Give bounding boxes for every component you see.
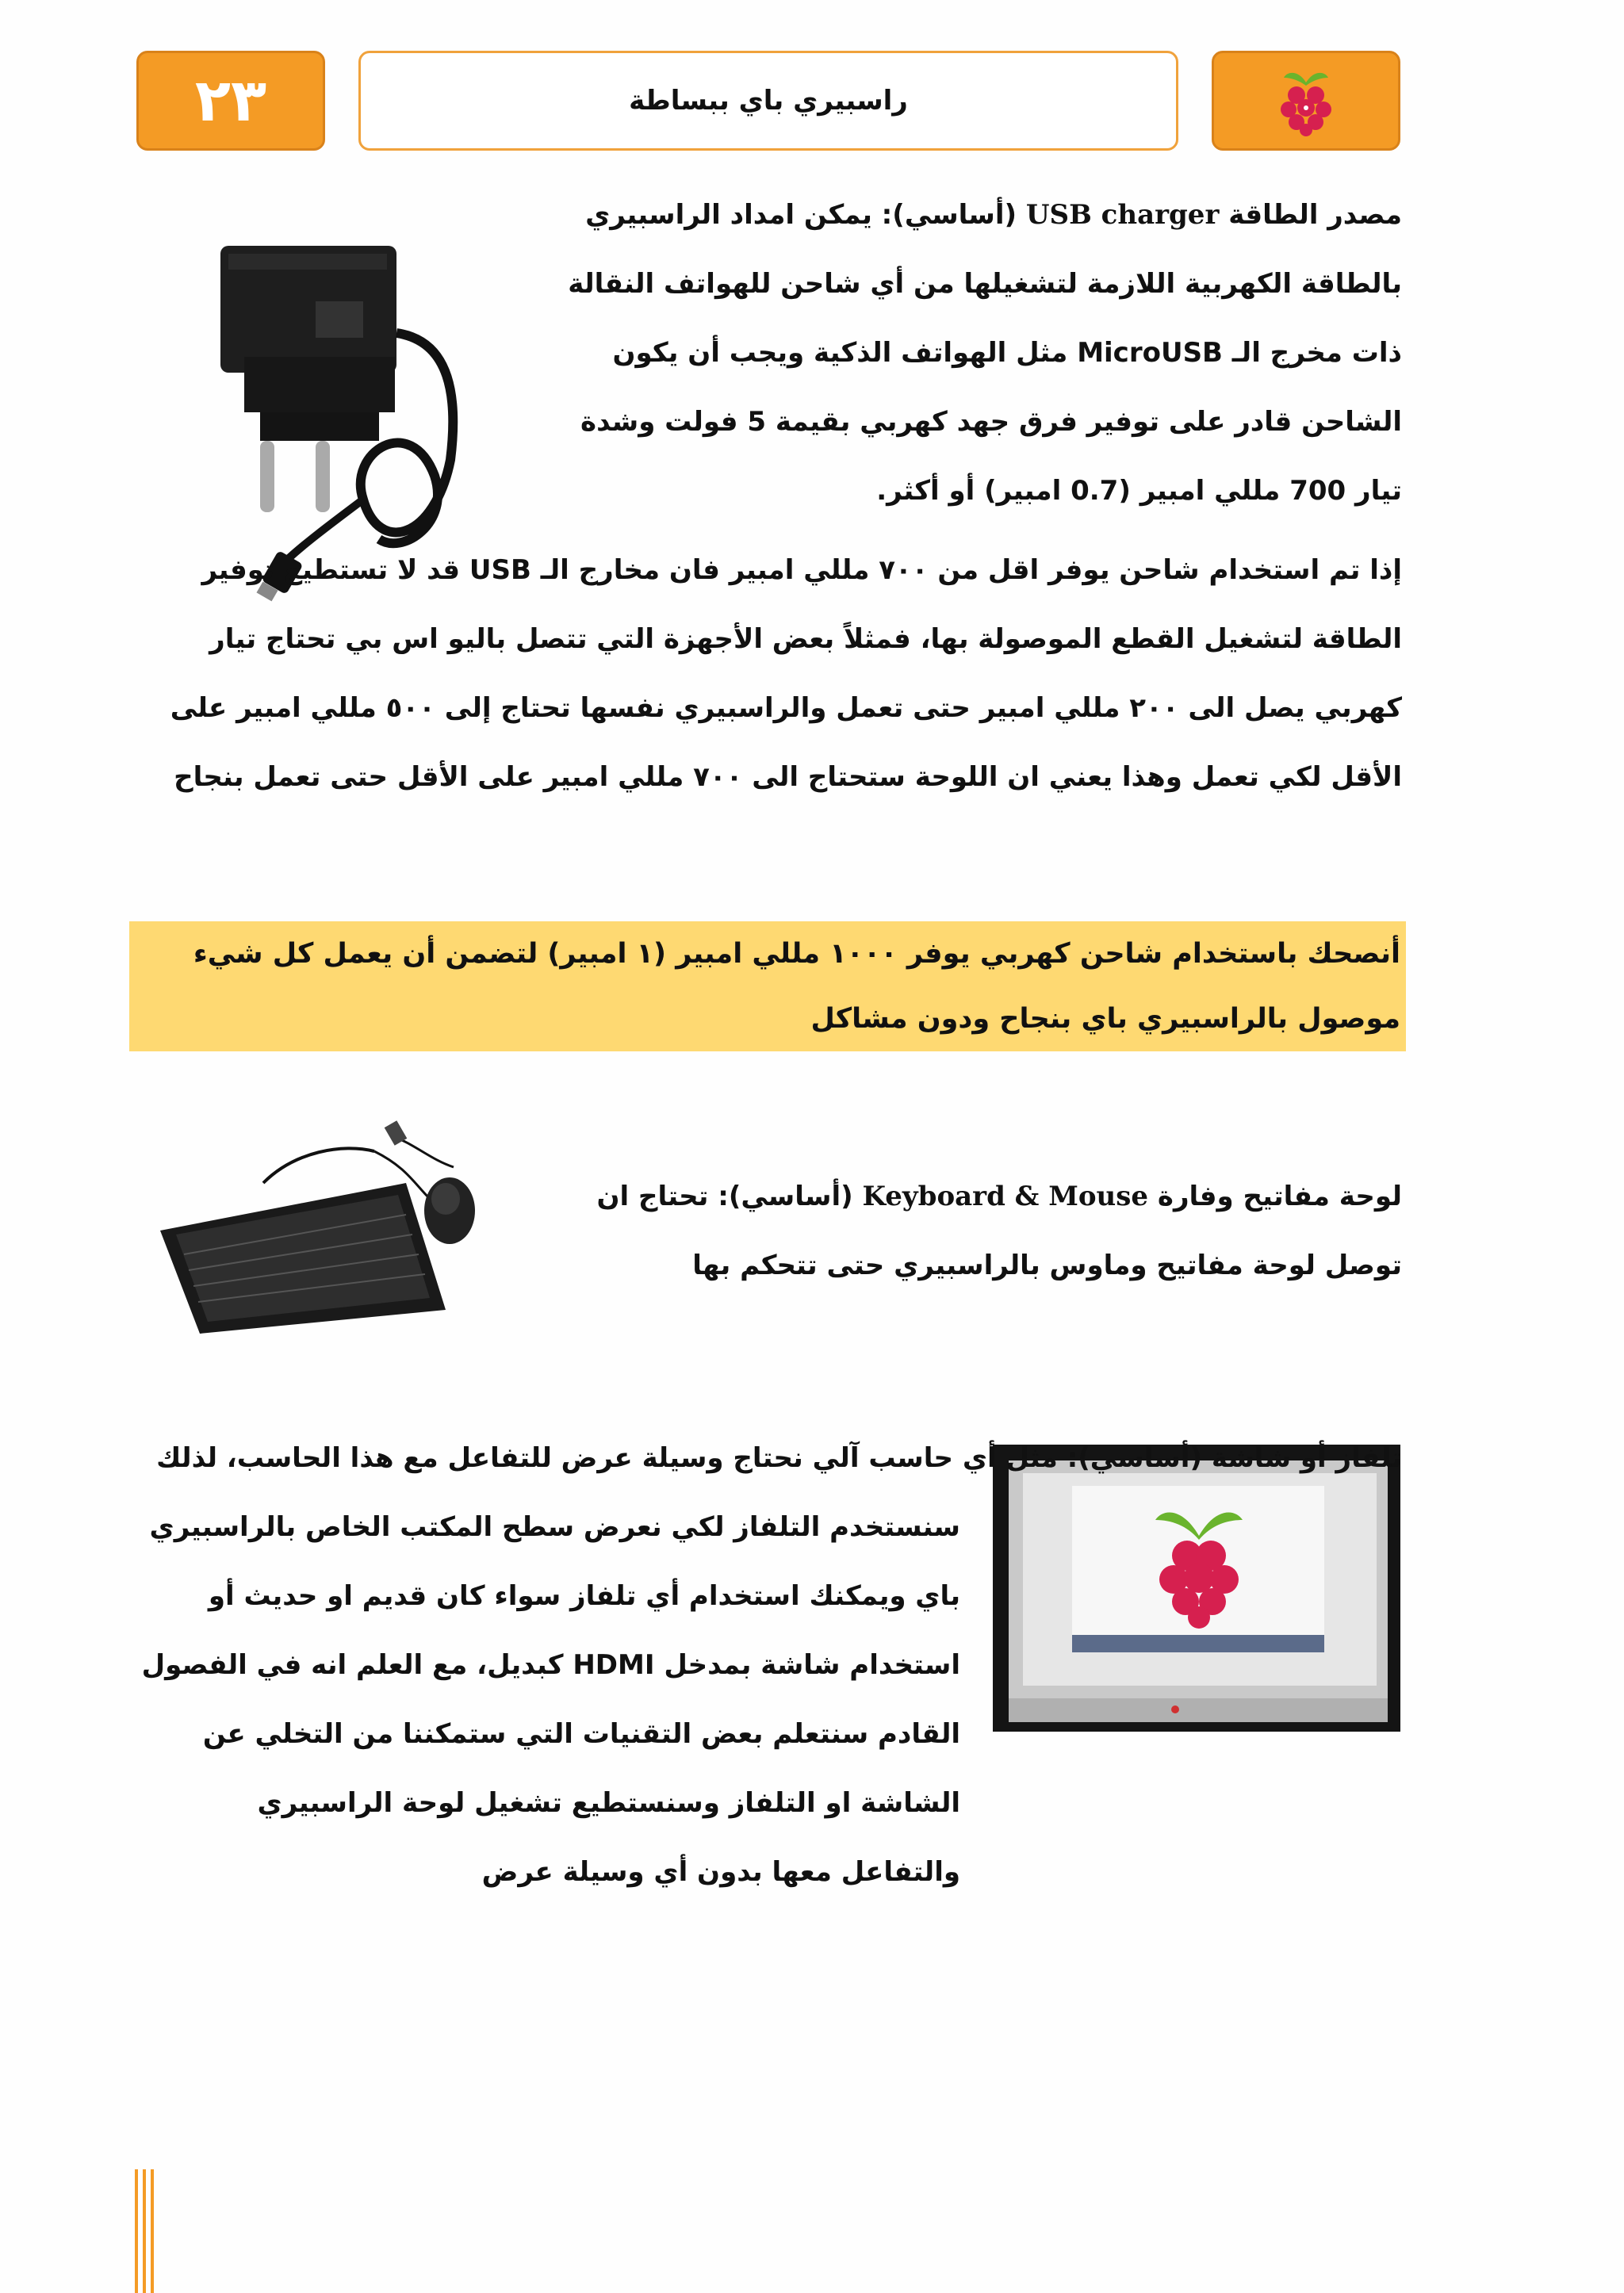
raspberry-pi-logo-icon bbox=[1274, 65, 1338, 136]
power-term: مصدر الطاقة bbox=[1228, 199, 1402, 231]
power-note-paragraph: إذا تم استخدام شاحن يوفر اقل من ٧٠٠ مللي امبير فان مخارج الـ USB قد لا تستطيع توفير الطاقة لتشغيل القطع الموصولة بها، فمثلاً بعض الأجهزة التي تتصل باليو اس بي تحتاج تيار كهربي يصل الى ٢٠٠ مللي امبير حتى تعمل والراسبيري نفسها تحتاج إلى ٥٠٠ مللي امبير على الأقل لكي تعمل وهذا يعني ان اللوحة ستحتاج الى ٧٠٠ مللي امبير على الأقل حتى تعمل بنجاح bbox=[170, 554, 1402, 793]
power-term-en: USB charger bbox=[1025, 199, 1220, 231]
book-title: راسبيري باي ببساطة bbox=[629, 85, 908, 117]
book-title-box bbox=[358, 51, 1178, 151]
keyboard-term: لوحة مفاتيح وفارة bbox=[1157, 1181, 1402, 1212]
decorative-stripes bbox=[135, 2169, 159, 2293]
tip-text: أنصحك باستخدام شاحن كهربي يوفر ١٠٠٠ مللي امبير (١ امبير) لتضمن أن يعمل كل شيء موصول بالراسبيري باي بنجاح ودون مشاكل bbox=[193, 938, 1400, 1035]
display-paragraph: تلفاز أو شاشة (أساسي): مثل أي حاسب آلي نحتاج وسيلة عرض للتفاعل مع هذا الحاسب، لذلك سنستخدم التلفاز لكي نعرض سطح المكتب الخاص بالراسبيري باي ويمكنك استخدام أي تلفاز سواء كان قديم او حديث أو استخدام شاشة بمدخل HDMI كبديل، مع العلم انه في الفصول القادم سنتعلم بعض التقنيات التي ستمكننا من التخلي عن الشاشة او التلفاز وسنستطيع تشغيل لوحة الراسبيري والتفاعل معها بدون أي وسيلة عرض bbox=[141, 1442, 1402, 1888]
power-description: (أساسي): يمكن امداد الراسبيري بالطاقة الكهربية اللازمة لتشغيلها من أي شاحن للهواتف النقالة ذات مخرج الـ MicroUSB مثل الهواتف الذكية ويجب أن يكون الشاحن قادر على توفير فرق جهد كهربي بقيمة 5 فولت وشدة تيار 700 مللي امبير (0.7 امبير) أو أكثر. bbox=[568, 199, 1402, 507]
power-supply-paragraph bbox=[555, 181, 1402, 526]
page-number-box bbox=[136, 51, 325, 151]
page-number: ٢٣ bbox=[194, 67, 267, 135]
keyboard-paragraph bbox=[555, 1162, 1402, 1300]
keyboard-term-en: Keyboard & Mouse bbox=[862, 1181, 1149, 1212]
logo-box bbox=[1212, 51, 1400, 151]
keyboard-mouse-image bbox=[152, 1120, 493, 1342]
keyboard-description: (أساسي): تحتاج ان توصل لوحة مفاتيح وماوس بالراسبيري حتى تتحكم بها bbox=[596, 1181, 1402, 1281]
